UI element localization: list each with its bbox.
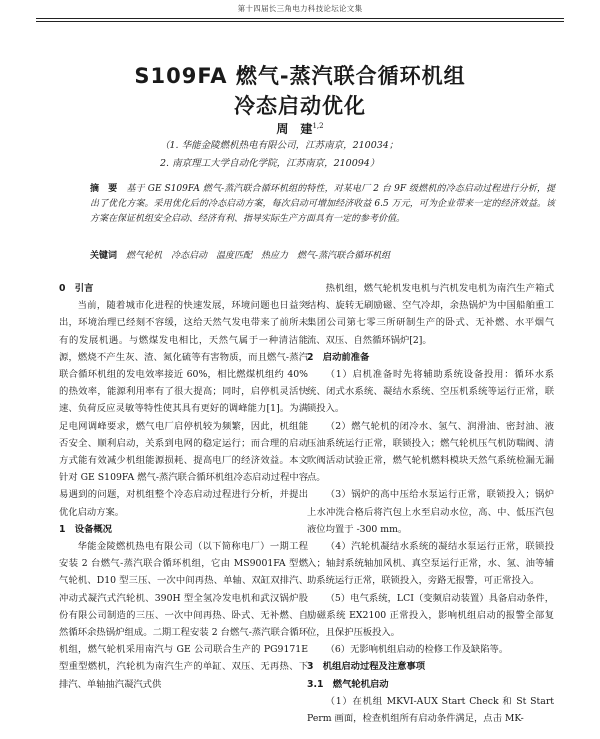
list-item: （4）汽轮机凝结水系统的凝结水泵运行正常，联锁投入；轴封系统轴加风机、真空泵运行正常，水、氢、油等辅助系统运行正常，联锁投入，旁路无报警，可正常投入。 — [307, 541, 554, 587]
section-0-heading: 0 引言 — [59, 283, 94, 294]
list-item: （3）锅炉的高中压给水泵运行正常，联锁投入；锅炉上水冲洗合格后将汽包上水至启动水位，高、中、低压汽包液位均置于 -300 mm。 — [307, 489, 554, 535]
affiliation-1: （1. 华能金陵燃机热电有限公司，江苏南京，210034； — [160, 140, 399, 151]
paper-title-line1: S109FA 燃气-蒸汽联合循环机组 — [134, 64, 466, 88]
list-item: （6）无影响机组启动的检修工作及缺陷等。 — [325, 644, 509, 656]
section-1-paragraph: 华能金陵燃机热电有限公司（以下简称电厂）一期工程安装 2 台燃气-蒸汽联合循环机组，它由 MS9001FA 型燃气轮机、D10 型三压、一次中间再热、单轴、双缸双排汽、冲动式凝汽式汽轮机、390H 型全氢冷发电机和武汉锅炉股份有限公司制造的三压、一次中间再热、卧式、无补燃、自然循环余热锅炉组成。二期工程安装 2 台燃气-蒸汽联合循环机组，燃气轮机采用南汽与 GE 公司联合生产的 PG9171E 型重型燃机，汽轮机为南汽生产的单缸、双压、无再热、下排汽、单轴抽汽凝汽式供 — [59, 541, 308, 690]
list-item: （2）燃气轮机的闭冷水、氢气、润滑油、密封油、液压油系统运行正常，联锁投入；燃气轮机压气机防喘阀、清吹阀活动试验正常，燃气轮机燃料模块天然气系统检漏无漏点。 — [307, 420, 554, 484]
paper-title-line2: 冷态启动优化 — [234, 94, 366, 118]
keywords — [90, 248, 555, 261]
right-column — [307, 280, 554, 727]
section-3-heading: 3 机组启动过程及注意事项 — [307, 661, 426, 673]
section-3-1-heading: 3.1 燃气轮机启动 — [307, 678, 389, 690]
list-item: （5）电气系统，LCI（变频启动装置）具备启动条件，励磁系统 EX2100 正常投入，影响机组启动的报警全部复位，且保护压板投入。 — [307, 592, 554, 639]
author-affiliation-mark: 1,2 — [312, 122, 324, 130]
author — [0, 120, 600, 137]
abstract-text: 基于 GE S109FA 燃气-蒸汽联合循环机组的特性，对某电厂 2 台 9F 级燃机的冷态启动过程进行分析，提出了优化方案。采用优化后的冷态启动方案，每次启动可增加经济收益 6.5 万元，可为企业带来一定的经济效益。该方案在保证机组安全启动、经济有利、指导实际生产方面具有一定的参考价值。 — [90, 184, 555, 224]
section-1-heading: 1 设备概况 — [59, 523, 112, 535]
header-rule — [36, 18, 564, 19]
keywords-text: 燃气轮机 冷态启动 温度匹配 热应力 燃气-蒸汽联合循环机组 — [126, 251, 391, 261]
author-name: 周 建 — [276, 122, 313, 136]
section-3-1-paragraph: （1）在机组 MKVI-AUX Start Check 和 St Start Perm 画面，检查机组所有启动条件满足，点击 MK- — [307, 695, 554, 725]
keywords-label: 关键词 — [90, 251, 118, 261]
abstract — [90, 182, 555, 227]
section-2-heading: 2 启动前准备 — [307, 351, 370, 363]
left-column — [59, 280, 308, 693]
list-item: （1）启机准备时先将辅助系统设备投用：循环水系统、闭式水系统、凝结水系统、空压机系统等运行正常，联锁投入。 — [307, 369, 554, 415]
section-1-continued: 热机组，燃气轮机发电机与汽机发电机为南汽生产箱式结构、旋转无刷励磁、空气冷却，余热锅炉为中国船舶重工集团公司第七零三所研制生产的卧式、无补燃、水平烟气流、双压、自然循环锅炉[2]。 — [307, 283, 554, 346]
affiliation-2: 2. 南京理工大学自动化学院，江苏南京，210094） — [160, 158, 380, 169]
header-rule-thin — [36, 21, 564, 22]
section-0-paragraph: 当前，随着城市化进程的快速发展，环境问题也日益突出，环境治理已经刻不容缓，这给天然气发电带来了前所未有的发展机遇。与燃煤发电相比，天然气属于一种清洁能源，燃烧不产生灰、渣、氮化硫等有害物质，而且燃气-蒸汽联合循环机组的发电效率接近 60%，相比燃煤机组约 40% 的热效率，能源利用率有了很大提高；同时，启停机灵活快速、负荷反应灵敏等特性使其具有更好的调峰能力[1]。为满足电网调峰要求，燃气电厂启停机较为频繁，因此，机组能否安全、顺利启动，关系到电网的稳定运行；而合理的启动方式能有效减少机组能源损耗、提高电厂的经济效益。本文针对 GE S109FA 燃气-蒸汽联合循环机组冷态启动过程中容易遇到的问题，对机组整个冷态启动过程进行分析，并提出优化启动方案。 — [59, 300, 308, 518]
running-head: 第十四届长三角电力科技论坛论文集 — [237, 4, 363, 13]
abstract-label: 摘 要 — [90, 184, 118, 194]
